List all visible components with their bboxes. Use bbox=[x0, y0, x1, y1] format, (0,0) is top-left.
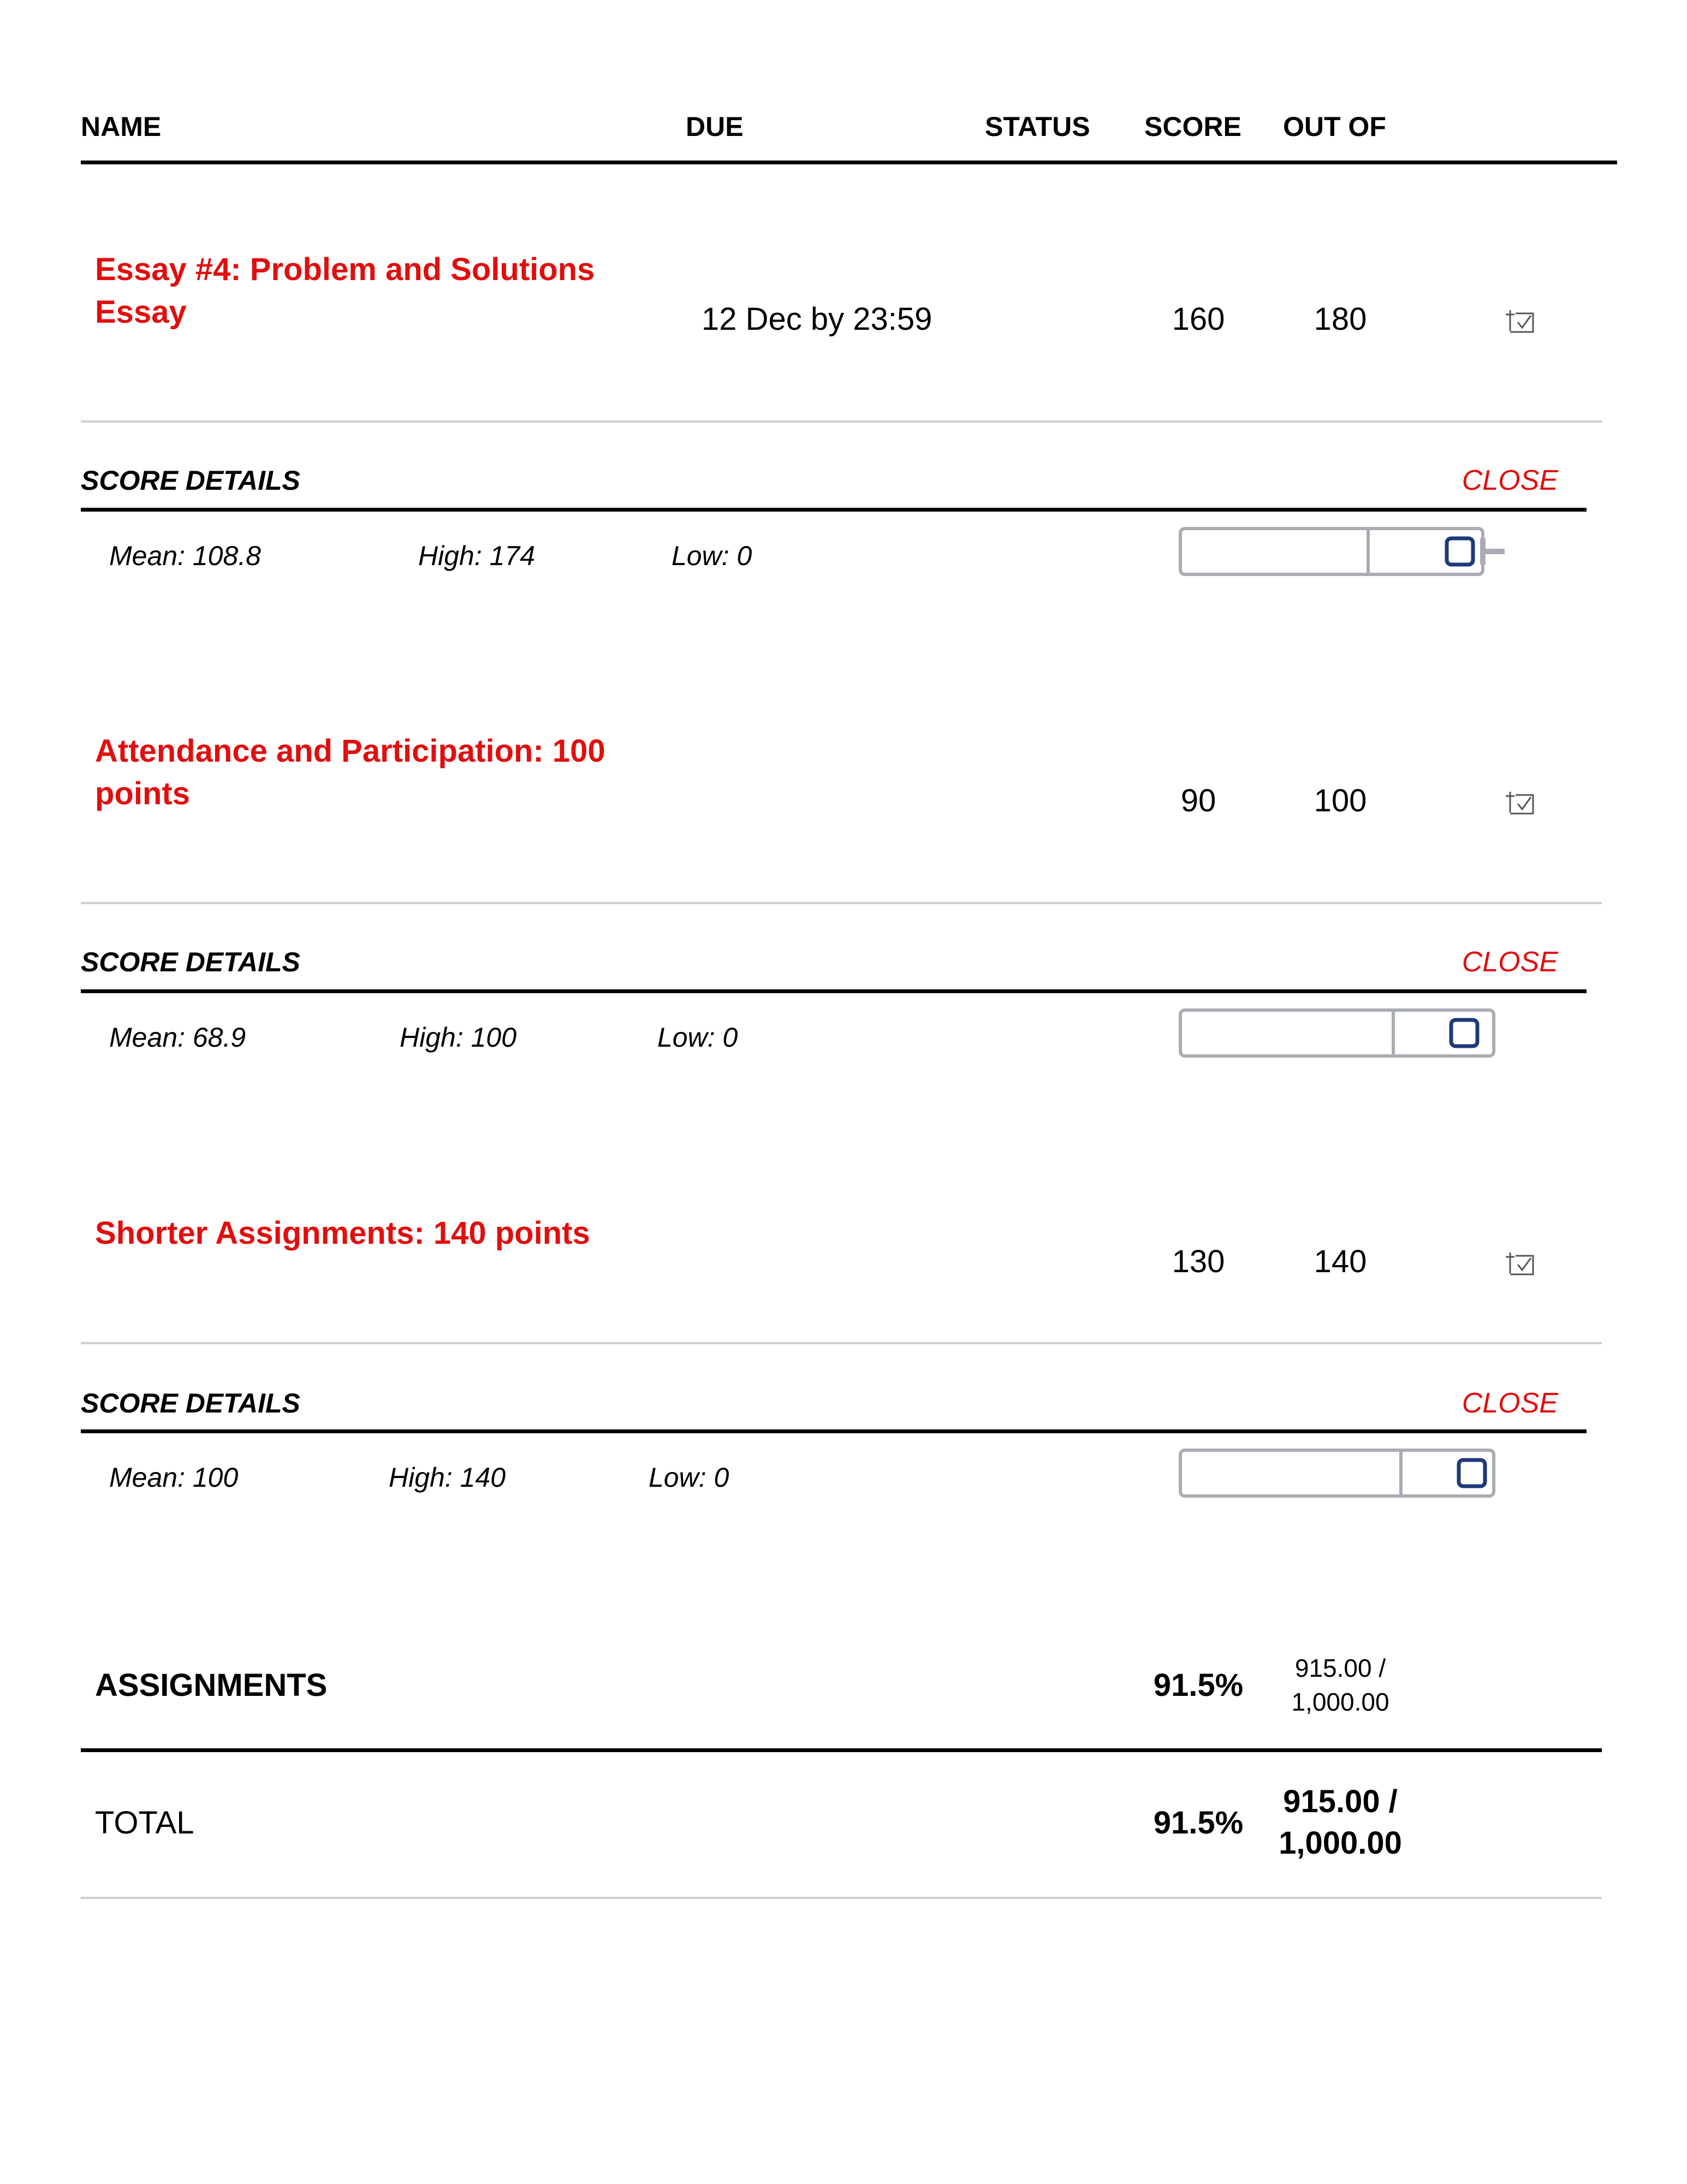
close-score-details-button[interactable]: CLOSE bbox=[1462, 946, 1558, 978]
column-header-status[interactable]: STATUS bbox=[985, 111, 1090, 142]
high-stat: High: 174 bbox=[418, 541, 536, 571]
high-stat: High: 140 bbox=[389, 1462, 506, 1493]
assignment-link-essay-4[interactable] bbox=[95, 248, 663, 334]
total-points bbox=[1261, 1781, 1419, 1864]
score-details-title: SCORE DETAILS bbox=[81, 947, 300, 977]
close-score-details-button[interactable]: CLOSE bbox=[1462, 1387, 1558, 1419]
total-points-line: 915.00 / bbox=[1283, 1784, 1398, 1819]
column-header-name[interactable]: NAME bbox=[81, 111, 162, 142]
due-date: 12 Dec by 23:59 bbox=[702, 301, 932, 337]
total-percent: 91.5% bbox=[1153, 1805, 1244, 1841]
out-of-value: 140 bbox=[1314, 1244, 1367, 1279]
row-divider bbox=[81, 902, 1602, 904]
out-of-value: 180 bbox=[1314, 301, 1367, 337]
score-details-title: SCORE DETAILS bbox=[81, 1388, 300, 1419]
assignment-name-line: Essay #4: Problem and Solutions bbox=[95, 252, 595, 287]
mean-stat: Mean: 68.9 bbox=[109, 1022, 246, 1053]
close-score-details-button[interactable]: CLOSE bbox=[1462, 465, 1558, 496]
assignment-name-line: Attendance and Participation: 100 bbox=[95, 733, 605, 769]
your-score-marker bbox=[1459, 1460, 1485, 1486]
column-header-out-of[interactable]: OUT OF bbox=[1283, 111, 1386, 142]
score-value: 130 bbox=[1172, 1244, 1225, 1279]
header-divider bbox=[81, 161, 1617, 164]
group-points-line: 1,000.00 bbox=[1291, 1688, 1389, 1716]
calendar-check-icon[interactable] bbox=[1505, 305, 1537, 337]
out-of-value: 100 bbox=[1314, 783, 1367, 818]
score-details-divider bbox=[81, 1429, 1587, 1433]
score-distribution-bar bbox=[1177, 1006, 1516, 1063]
group-points-line: 915.00 / bbox=[1294, 1654, 1386, 1682]
low-stat: Low: 0 bbox=[649, 1462, 729, 1493]
assignment-name-line: points bbox=[95, 776, 190, 811]
score-details-divider bbox=[81, 508, 1587, 512]
assignment-name-line: Essay bbox=[95, 294, 187, 330]
score-details-title: SCORE DETAILS bbox=[81, 465, 300, 496]
group-points bbox=[1278, 1651, 1403, 1719]
calendar-check-icon[interactable] bbox=[1505, 786, 1537, 819]
column-header-due[interactable]: DUE bbox=[686, 111, 744, 142]
row-divider bbox=[81, 1342, 1602, 1344]
mean-stat: Mean: 100 bbox=[109, 1462, 239, 1493]
assignment-name-line: Shorter Assignments: 140 points bbox=[95, 1215, 590, 1251]
your-score-marker bbox=[1447, 538, 1473, 565]
high-stat: High: 100 bbox=[400, 1022, 517, 1053]
group-divider bbox=[81, 1748, 1602, 1752]
group-percent: 91.5% bbox=[1153, 1667, 1244, 1703]
group-label-assignments: ASSIGNMENTS bbox=[95, 1667, 328, 1703]
score-distribution-bar bbox=[1177, 1446, 1516, 1503]
assignment-link-shorter-assignments[interactable] bbox=[95, 1212, 663, 1255]
score-distribution-bar bbox=[1177, 524, 1516, 581]
score-details-divider bbox=[81, 989, 1587, 993]
total-points-line: 1,000.00 bbox=[1279, 1825, 1402, 1861]
mean-stat: Mean: 108.8 bbox=[109, 541, 261, 571]
calendar-check-icon[interactable] bbox=[1505, 1247, 1537, 1280]
score-value: 90 bbox=[1180, 783, 1216, 818]
assignment-link-attendance[interactable] bbox=[95, 730, 663, 815]
total-label: TOTAL bbox=[95, 1805, 194, 1841]
low-stat: Low: 0 bbox=[657, 1022, 738, 1053]
row-divider bbox=[81, 420, 1602, 423]
your-score-marker bbox=[1451, 1020, 1477, 1046]
column-header-score[interactable]: SCORE bbox=[1144, 111, 1242, 142]
low-stat: Low: 0 bbox=[672, 541, 752, 571]
score-value: 160 bbox=[1172, 301, 1225, 337]
total-divider bbox=[81, 1897, 1602, 1899]
